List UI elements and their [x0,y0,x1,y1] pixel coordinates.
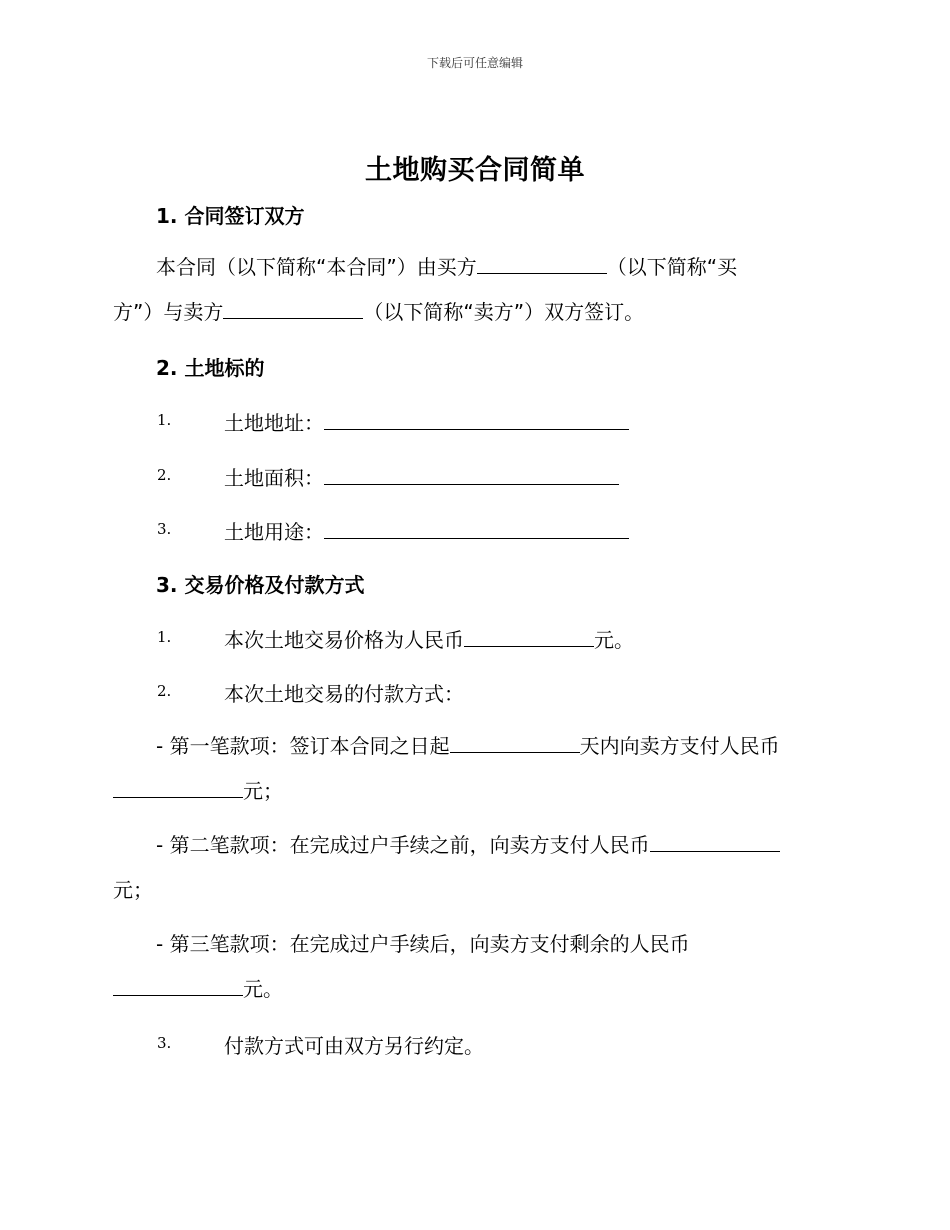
land-area-blank[interactable] [324,466,619,485]
document-title: 土地购买合同简单 [365,155,585,186]
payment-first-amount-blank[interactable] [113,779,243,798]
price-text-b: 元。 [594,628,634,652]
list-number: 1. [157,411,172,429]
list-number: 3. [157,520,172,538]
parties-text-c: 方”）与卖方 [113,300,224,324]
payment-second-line1 [113,832,833,858]
land-address-label: 土地地址： [224,411,324,435]
payment-first-line1 [113,733,833,759]
land-use-label: 土地用途： [224,520,324,544]
buyer-blank[interactable] [477,255,607,274]
payment-first-text-a: - 第一笔款项：签订本合同之日起 [156,734,450,758]
seller-blank[interactable] [223,300,363,319]
page-header: 下载后可任意编辑 [426,56,523,70]
payment-days-blank[interactable] [450,734,580,753]
parties-text-b: （以下简称“买 [606,255,738,279]
list-number: 1. [157,628,172,646]
section-heading-land: 2. 土地标的 [156,356,265,380]
paragraph-parties-line1 [113,254,833,280]
payment-third-text-a: - 第三笔款项：在完成过户手续后，向卖方支付剩余的人民币 [156,932,690,956]
paragraph-parties-line2 [113,299,833,325]
section-heading-parties: 1. 合同签订双方 [156,204,305,228]
land-use-item [224,516,629,545]
payment-second-line2 [113,877,833,903]
payment-third-text-c: 元。 [243,977,283,1001]
land-address-blank[interactable] [324,411,629,430]
payment-first-text-b: 天内向卖方支付人民币 [579,734,780,758]
payment-second-text-a: - 第二笔款项：在完成过户手续之前，向卖方支付人民币 [156,833,650,857]
payment-method-item: 本次土地交易的付款方式： [224,682,464,706]
list-number: 3. [157,1034,172,1052]
price-item [224,624,634,653]
payment-third-amount-blank[interactable] [113,977,243,996]
land-area-label: 土地面积： [224,466,324,490]
price-blank[interactable] [464,628,594,647]
payment-agreement-item: 付款方式可由双方另行约定。 [224,1034,484,1058]
payment-second-amount-blank[interactable] [650,833,780,852]
section-heading-price: 3. 交易价格及付款方式 [156,573,365,597]
list-number: 2. [157,466,172,484]
price-text-a: 本次土地交易价格为人民币 [224,628,464,652]
land-address-item [224,407,629,436]
payment-first-line2 [113,778,833,804]
payment-second-text-c: 元； [113,878,153,902]
land-area-item [224,462,619,491]
payment-third-line2 [113,976,833,1002]
land-use-blank[interactable] [324,520,629,539]
list-number: 2. [157,682,172,700]
payment-third-line1 [113,931,833,957]
parties-text-d: （以下简称“卖方”）双方签订。 [363,300,645,324]
parties-text-a: 本合同（以下简称“本合同”）由买方 [156,255,477,279]
payment-first-text-c: 元； [243,779,283,803]
